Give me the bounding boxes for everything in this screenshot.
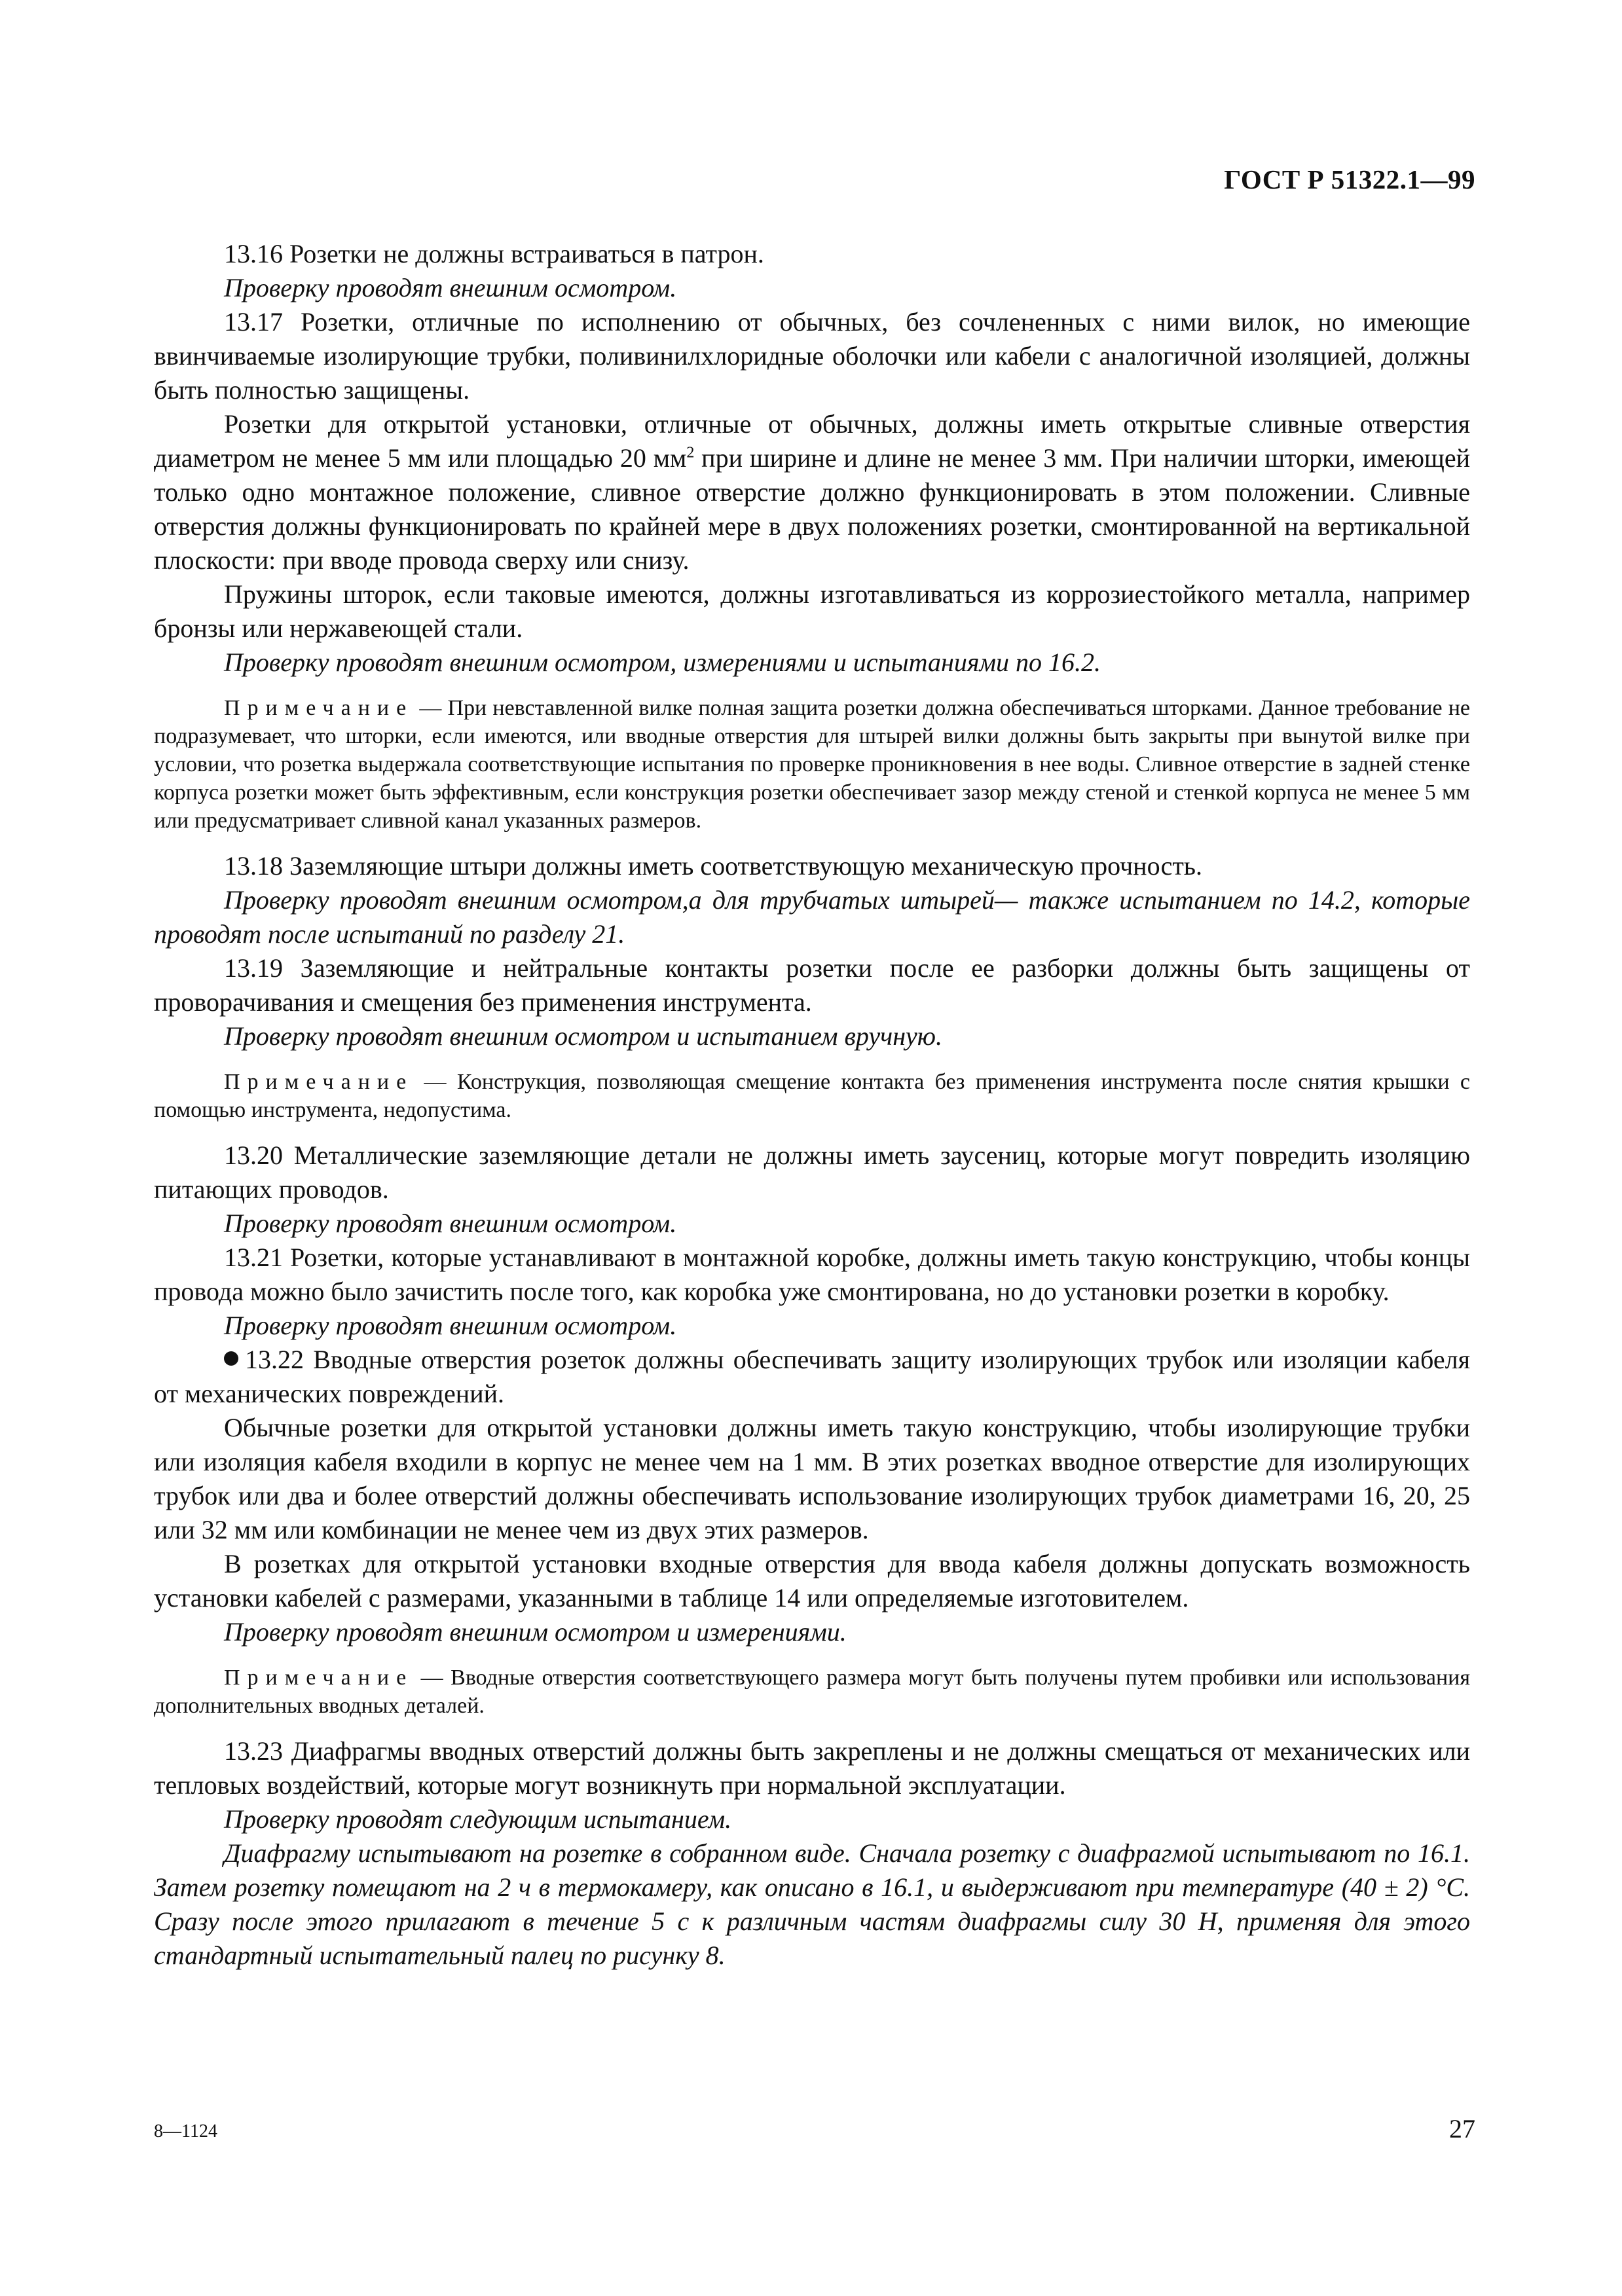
note-text: — При невставленной вилке полная защита розетки должна обеспечиваться шторками. Данное требование не подразумевает, что шторки, если имеются, или вводные отверстия для штырей вилки должны быть закрыты при вынутой вилке при условии, что розетка выдержала соответствующие испытания по проверке проникновения в нее воды. Сливное отверстие в задней стенке корпуса розетки может быть эффективным, если конструкция розетки обеспечивает зазор между стеной и стенкой корпуса не менее 5 мм или предусматривает сливной канал указанных размеров. [154, 696, 1470, 833]
clause-13-18: 13.18 Заземляющие штыри должны иметь соответствующую механическую прочность. [224, 851, 1203, 881]
clause-13-22-text: 13.22 Вводные отверстия розеток должны обеспечивать защиту изолирующих трубок или изоляции кабеля от механических повреждений. [154, 1345, 1470, 1408]
note [154, 1664, 1470, 1720]
change-marker-bullet-icon [224, 1351, 238, 1366]
note-text: — Вводные отверстия соответствующего размера могут быть получены путем пробивки или использования дополнительных вводных деталей. [154, 1666, 1470, 1718]
page-number: 27 [1449, 2114, 1475, 2143]
note-label: Примечание [224, 1666, 414, 1690]
print-code: 8—1124 [154, 2121, 217, 2141]
clause-13-22 [154, 1343, 1470, 1411]
check-method: Проверку проводят внешним осмотром. [224, 1209, 677, 1238]
superscript-2: 2 [686, 444, 695, 462]
test-procedure: Диафрагму испытывают на розетке в собранном виде. Сначала розетку с диафрагмой испытывают по 16.1. Затем розетку помещают на 2 ч в термокамеру, как описано в 16.1, и выдерживают при температуре (40 ± 2) °C. Сразу после этого прилагают в течение 5 с к различным частям диафрагмы силу 30 Н, применяя для этого стандартный испытательный палец по рисунку 8. [154, 1838, 1470, 1970]
clause-13-19: 13.19 Заземляющие и нейтральные контакты розетки после ее разборки должны быть защищены от проворачивания и смещения без применения инструмента. [154, 953, 1470, 1017]
note-text: — Конструкция, позволяющая смещение контакта без применения инструмента после снятия крышки с помощью инструмента, недопустима. [154, 1070, 1470, 1122]
note-label: Примечание [224, 696, 414, 720]
cable-entry-paragraph: В розетках для открытой установки входные отверстия для ввода кабеля должны допускать возможность установки кабелей с размерами, указанными в таблице 14 или определяемые изготовителем. [154, 1549, 1470, 1613]
note [154, 1068, 1470, 1124]
check-method: Проверку проводят внешним осмотром,а для трубчатых штырей— также испытанием по 14.2, которые проводят после испытаний по разделу 21. [154, 885, 1470, 949]
check-method: Проверку проводят следующим испытанием. [224, 1804, 732, 1834]
surface-mount-paragraph: Обычные розетки для открытой установки должны иметь такую конструкцию, чтобы изолирующие трубки или изоляция кабеля входили в корпус не менее чем на 1 мм. В этих розетках вводное отверстие для изолирующих трубок или два и более отверстий должны обеспечивать использование изолирующих трубок диаметрами 16, 20, 25 или 32 мм или комбинации не менее чем из двух этих размеров. [154, 1413, 1470, 1544]
clause-13-17: 13.17 Розетки, отличные по исполнению от обычных, без сочлененных с ними вилок, но имеющие ввинчиваемые изолирующие трубки, поливинилхлоридные оболочки или кабели с аналогичной изоляцией, должны быть полностью защищены. [154, 307, 1470, 405]
document-header: ГОСТ Р 51322.1—99 [1224, 164, 1475, 194]
drain-holes-paragraph [154, 407, 1470, 577]
shutter-springs-paragraph: Пружины шторок, если таковые имеются, должны изготавливаться из коррозиестойкого металла, например бронзы или нержавеющей стали. [154, 579, 1470, 643]
check-method: Проверку проводят внешним осмотром и испытанием вручную. [224, 1021, 943, 1051]
note-label: Примечание [224, 1070, 414, 1094]
drain-holes-text-a: Розетки для открытой установки, отличные от обычных, должны иметь открытые сливные отверстия диаметром не менее 5 мм или площадью 20 мм [154, 409, 1470, 473]
clause-13-20: 13.20 Металлические заземляющие детали не должны иметь заусениц, которые могут повредить изоляцию питающих проводов. [154, 1140, 1470, 1204]
check-method: Проверку проводят внешним осмотром. [224, 1311, 677, 1340]
drain-holes-text-b: при ширине и длине не менее 3 мм. При наличии шторки, имеющей только одно монтажное положение, сливное отверстие должно функционировать в этом положении. Сливные отверстия должны функционировать по крайней мере в двух положениях розетки, смонтированной на вертикальной плоскости: при вводе провода сверху или снизу. [154, 443, 1470, 575]
check-method: Проверку проводят внешним осмотром. [224, 273, 677, 302]
note [154, 694, 1470, 835]
document-body [154, 237, 1470, 1973]
check-method: Проверку проводят внешним осмотром, измерениями и испытаниями по 16.2. [224, 647, 1101, 677]
clause-13-16: 13.16 Розетки не должны встраиваться в патрон. [224, 239, 764, 268]
check-method: Проверку проводят внешним осмотром и измерениями. [224, 1617, 847, 1647]
clause-13-23: 13.23 Диафрагмы вводных отверстий должны быть закреплены и не должны смещаться от механических или тепловых воздействий, которые могут возникнуть при нормальной эксплуатации. [154, 1736, 1470, 1800]
clause-13-21: 13.21 Розетки, которые устанавливают в монтажной коробке, должны иметь такую конструкцию, чтобы концы провода можно было зачистить после того, как коробка уже смонтирована, но до установки розетки в коробку. [154, 1243, 1470, 1306]
